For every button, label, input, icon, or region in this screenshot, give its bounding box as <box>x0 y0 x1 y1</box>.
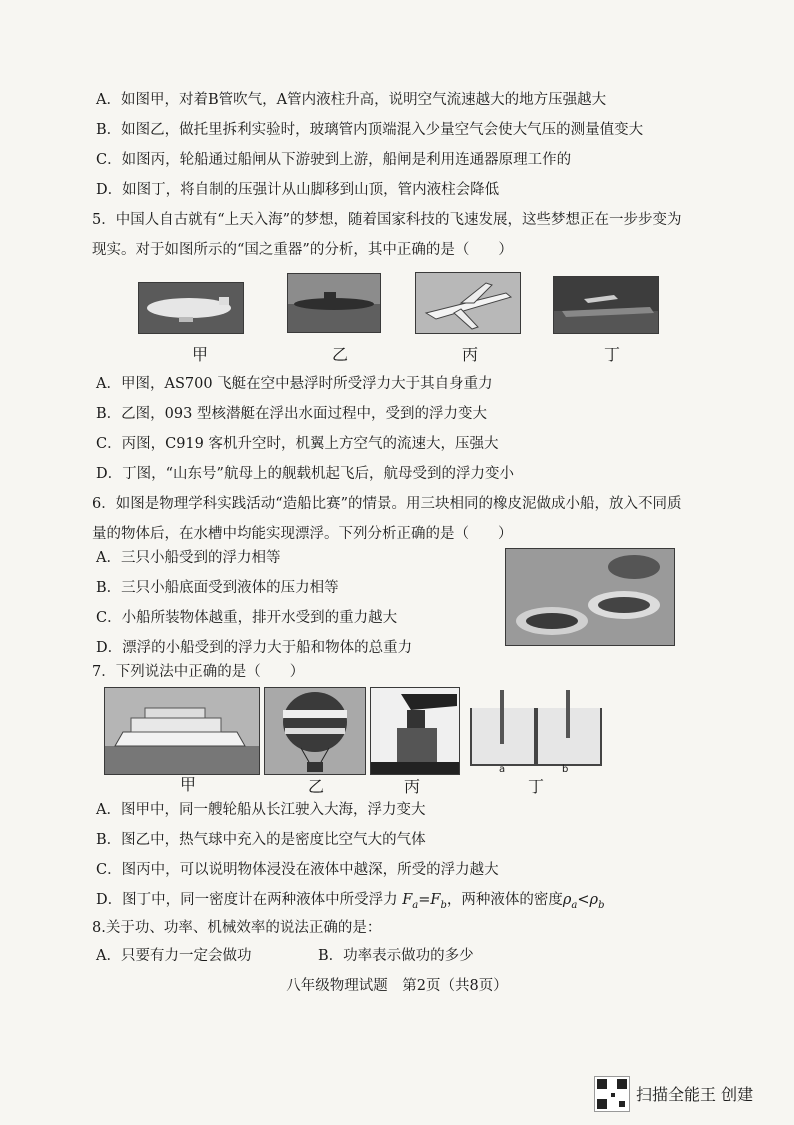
scanner-watermark: 扫描全能王 创建 <box>636 1085 754 1104</box>
q4-option-c: C．如图丙，轮船通过船闸从下游驶到上游，船闸是利用连通器原理工作的 <box>96 152 572 168</box>
airship-icon <box>139 283 243 333</box>
q5-photo-jia-airship <box>138 282 244 334</box>
q5-option-b: B．乙图，093 型核潜艇在浮出水面过程中，受到的浮力变大 <box>96 406 487 422</box>
q5-caption-yi: 乙 <box>332 345 349 364</box>
submarine-icon <box>288 274 380 332</box>
hydrometer-a-icon <box>500 690 504 744</box>
q4-option-d: D．如图丁，将自制的压强计从山脚移到山顶，管内液柱会降低 <box>96 182 500 198</box>
aircraft-carrier-icon <box>554 277 658 333</box>
q7-option-d: D．图丁中，同一密度计在两种液体中所受浮力 $F_a=F_b$，两种液体的密度$\rho_a<\rho_b$ <box>96 892 605 911</box>
q4-option-a: A．如图甲，对着B管吹气，A管内液柱升高，说明空气流速越大的地方压强越大 <box>96 92 607 108</box>
q7-photo-jia-ship <box>104 687 260 775</box>
q6-stem-line1: 6．如图是物理学科实践活动“造船比赛”的情景。用三块相同的橡皮泥做成小船，放入不同质 <box>92 496 682 512</box>
clay-boats-icon <box>506 549 674 645</box>
q6-option-a: A．三只小船受到的浮力相等 <box>96 550 281 566</box>
q5-stem-line1: 5．中国人自古就有“上天入海”的梦想，随着国家科技的飞速发展，这些梦想正在一步步变为 <box>92 212 682 228</box>
q5-option-d: D．丁图，“山东号”航母上的舰载机起飞后，航母受到的浮力变小 <box>96 466 514 482</box>
q6-option-d: D．漂浮的小船受到的浮力大于船和物体的总重力 <box>96 640 413 656</box>
airplane-icon <box>416 273 520 333</box>
q5-photo-bing-c919 <box>415 272 521 334</box>
q7-caption-jia: 甲 <box>180 775 197 794</box>
q5-caption-ding: 丁 <box>604 345 621 364</box>
q4-option-b: B．如图乙，做托里拆利实验时，玻璃管内顶端混入少量空气会使大气压的测量值变大 <box>96 122 644 138</box>
cruise-ship-icon <box>105 688 259 774</box>
q6-stem-line2: 量的物体后，在水槽中均能实现漂浮。下列分析正确的是（ ） <box>92 526 513 542</box>
q5-photo-ding-carrier <box>553 276 659 334</box>
q7-caption-bing: 丙 <box>404 777 421 796</box>
q7-photo-yi-balloon <box>264 687 366 775</box>
hot-air-balloon-icon <box>265 688 365 774</box>
hydrometer-b-icon <box>566 690 570 738</box>
q5-option-a: A．甲图，AS700 飞艇在空中悬浮时所受浮力大于其自身重力 <box>96 376 493 392</box>
q7-beaker-a <box>470 708 536 766</box>
q8-stem: 8.关于功、功率、机械效率的说法正确的是： <box>92 920 382 936</box>
q7-option-a: A．图甲中，同一艘轮船从长江驶入大海，浮力变大 <box>96 802 426 818</box>
hand-pressing-object-icon <box>371 688 459 774</box>
q7-beaker-b <box>536 708 602 766</box>
q5-stem-line2: 现实。对于如图所示的“国之重器”的分析，其中正确的是（ ） <box>92 242 513 258</box>
q8-option-b: B．功率表示做功的多少 <box>318 948 474 964</box>
q8-option-a: A．只要有力一定会做功 <box>96 948 252 964</box>
q7-beaker-label-b: b <box>562 764 569 775</box>
q7-caption-ding: 丁 <box>528 777 545 796</box>
q7-option-b: B．图乙中，热气球中充入的是密度比空气大的气体 <box>96 832 426 848</box>
q7-caption-yi: 乙 <box>308 777 325 796</box>
q5-caption-bing: 丙 <box>462 345 479 364</box>
q7-beaker-label-a: a <box>499 764 506 775</box>
q7-option-c: C．图丙中，可以说明物体浸没在液体中越深，所受的浮力越大 <box>96 862 499 878</box>
qr-code-icon <box>594 1076 630 1112</box>
q6-photo-boats <box>505 548 675 646</box>
page-footer: 八年级物理试题 第2页（共8页） <box>286 978 508 994</box>
q7-stem: 7．下列说法中正确的是（ ） <box>92 664 305 680</box>
q7-photo-bing-submerge <box>370 687 460 775</box>
q5-caption-jia: 甲 <box>192 345 209 364</box>
q5-option-c: C．丙图，C919 客机升空时，机翼上方空气的流速大，压强大 <box>96 436 499 452</box>
q6-option-b: B．三只小船底面受到液体的压力相等 <box>96 580 339 596</box>
q6-option-c: C．小船所装物体越重，排开水受到的重力越大 <box>96 610 398 626</box>
q5-photo-yi-submarine <box>287 273 381 333</box>
